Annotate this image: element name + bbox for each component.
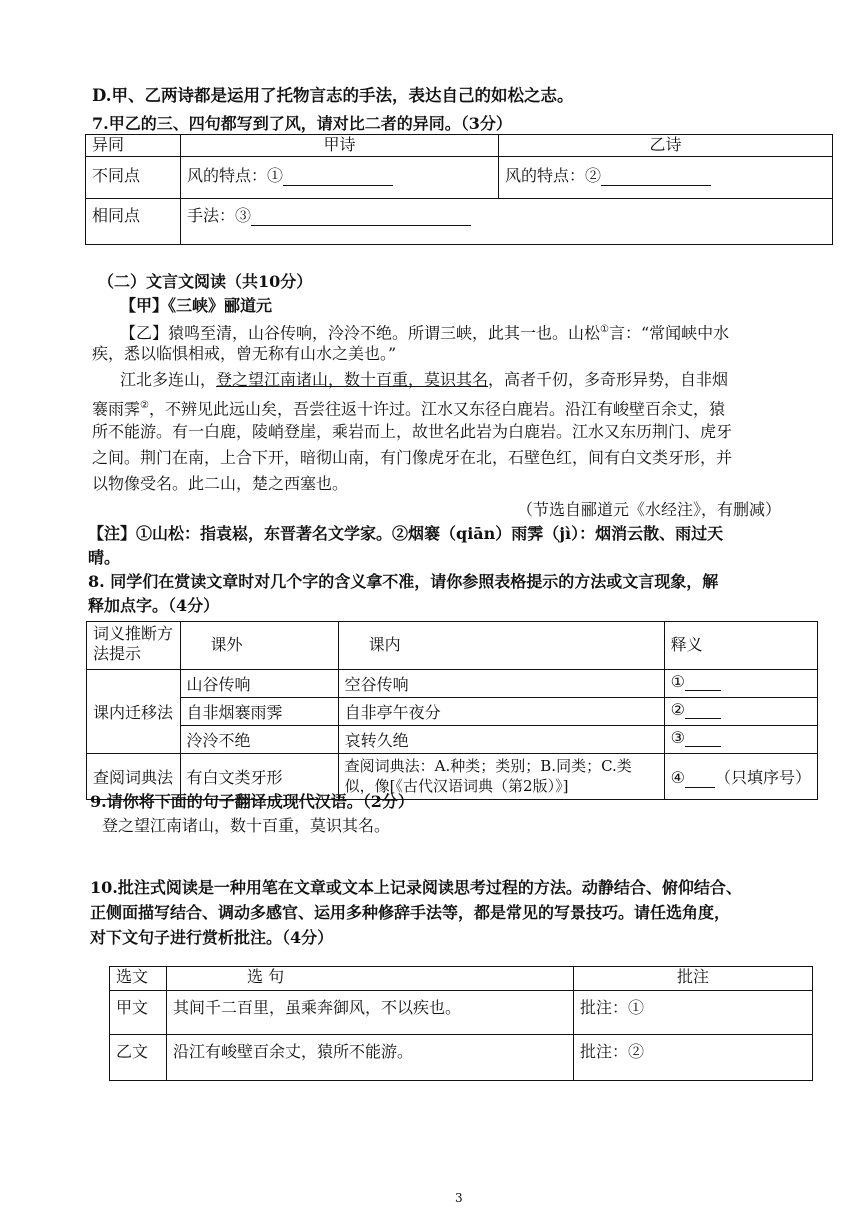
q7-table bbox=[85, 134, 833, 245]
q10-prompt-line2: 正侧面描写结合、调动多感官、运用多种修辞手法等，都是常见的写景技巧。请任选角度， bbox=[90, 903, 731, 922]
q7-row1-label: 不同点 bbox=[86, 157, 181, 199]
passage-yi-text: 【乙】猿鸣至清，山谷传响，泠泠不绝。所谓三峡，此其一也。山松 bbox=[120, 323, 601, 343]
passage-yi-text: ，高者千仞，多奇形异势，自非烟 bbox=[488, 370, 729, 389]
passage-source: （节选自郦道元《水经注》，有删减） bbox=[517, 500, 782, 519]
q7-header-a: 甲诗 bbox=[181, 135, 499, 157]
q8-row4-ans-label: ④ bbox=[670, 768, 685, 787]
q8-row2-ans-label: ② bbox=[670, 700, 685, 719]
passage-yi-line3 bbox=[120, 370, 728, 390]
q10-row1-src: 甲文 bbox=[110, 991, 167, 1035]
q10-table bbox=[109, 966, 813, 1081]
q7-row2-cell bbox=[181, 199, 833, 245]
passage-yi-text: 江北多连山， bbox=[120, 370, 217, 389]
q7-row1-a-label: 风的特点：① bbox=[187, 166, 284, 185]
q10-header-note: 批注 bbox=[574, 967, 813, 991]
q10-row2-note[interactable]: 批注：② bbox=[574, 1035, 813, 1081]
q8-row3-ans-label: ③ bbox=[670, 728, 685, 747]
passage-yi-text: 言：“常闻峡中水 bbox=[608, 323, 730, 343]
q10-header-sentence: 选 句 bbox=[167, 967, 574, 991]
q10-row1-sentence: 其间千二百里，虽乘奔御风，不以疾也。 bbox=[167, 991, 574, 1035]
q8-prompt-line2: 释加点字。（4分） bbox=[88, 596, 220, 615]
q8-row3-in: 哀转久绝 bbox=[338, 726, 664, 754]
q8-header-out: 课外 bbox=[180, 622, 338, 670]
answer-blank-q8-2[interactable] bbox=[685, 702, 721, 719]
passage-yi-line5: 所不能游。有一白鹿，陵峭登崖，乘岩而上，故世名此岩为白鹿岩。江水又东历荆门、虎牙 bbox=[92, 422, 733, 441]
passage-yi-line7: 以物像受名。此二山，楚之西塞也。 bbox=[92, 474, 349, 493]
answer-blank-q8-3[interactable] bbox=[685, 730, 721, 747]
q8-table bbox=[86, 621, 818, 800]
q7-row2-a-label: 手法：③ bbox=[187, 206, 252, 225]
q7-row1-a-cell bbox=[181, 157, 499, 199]
passage-yi-text: 褰雨霁 bbox=[92, 399, 141, 419]
q8-header-ans: 释义 bbox=[664, 622, 817, 670]
q7-prompt: 7.甲乙的三、四句都写到了风，请对比二者的异同。（3分） bbox=[92, 114, 512, 133]
q10-header-src: 选文 bbox=[110, 967, 167, 991]
q9-sentence: 登之望江南诸山，数十百重，莫识其名。 bbox=[102, 816, 391, 835]
q8-row2-in: 自非亭午夜分 bbox=[338, 698, 664, 726]
passage-yi-text: ，不辨见此远山矣，吾尝往返十许过。江水又东径白鹿岩。沿江有峻壁百余丈，猿 bbox=[148, 399, 725, 419]
q7-row1-b-cell bbox=[499, 157, 833, 199]
passage-yi-line4 bbox=[92, 396, 725, 419]
underlined-sentence: 登之望江南诸山，数十百重，莫识其名 bbox=[216, 370, 489, 389]
footnote-marker-2: ② bbox=[140, 400, 149, 411]
q8-row1-ans-cell bbox=[664, 670, 817, 698]
answer-blank-q8-4[interactable] bbox=[685, 771, 715, 788]
q7-row2-label: 相同点 bbox=[86, 199, 181, 245]
footnote-line1: 【注】①山松：指袁崧，东晋著名文学家。②烟褰（qiān）雨霁（jì）：烟消云散、雨过天 bbox=[88, 524, 724, 543]
q8-row2-out: 自非烟褰雨霁 bbox=[180, 698, 338, 726]
section2-title: （二）文言文阅读（共10分） bbox=[98, 272, 313, 291]
q10-prompt-line3: 对下文句子进行赏析批注。（4分） bbox=[90, 928, 334, 947]
q10-row2-src: 乙文 bbox=[110, 1035, 167, 1081]
answer-blank-2[interactable] bbox=[601, 169, 711, 186]
q7-header-b: 乙诗 bbox=[499, 135, 833, 157]
q8-row3-ans-cell bbox=[664, 726, 817, 754]
q10-row2-sentence: 沿江有峻壁百余丈，猿所不能游。 bbox=[167, 1035, 574, 1081]
q8-row3-out: 泠泠不绝 bbox=[180, 726, 338, 754]
q8-prompt-line1: 8. 同学们在赏读文章时对几个字的含义拿不准，请你参照表格提示的方法或文言现象，解 bbox=[88, 572, 719, 591]
q8-header-method: 词义推断方法提示 bbox=[87, 622, 181, 670]
q8-row1-in: 空谷传响 bbox=[338, 670, 664, 698]
q10-prompt-line1: 10.批注式阅读是一种用笔在文章或文本上记录阅读思考过程的方法。动静结合、俯仰结合、 bbox=[90, 878, 742, 897]
q8-row4-out: 有白文类牙形 bbox=[180, 754, 338, 800]
q8-row1-out: 山谷传响 bbox=[180, 670, 338, 698]
q8-row4-in: 查阅词典法：A.种类；类别；B.同类；C.类似，像[《古代汉语词典（第2版）》] bbox=[338, 754, 664, 800]
passage-yi-line6: 之间。荆门在南，上合下开，暗彻山南，有门像虎牙在北，石壁色红，间有白文类牙形，并 bbox=[92, 448, 733, 467]
footnote-marker-1: ① bbox=[600, 324, 609, 335]
q8-method-transfer: 课内迁移法 bbox=[87, 670, 181, 754]
answer-blank-3[interactable] bbox=[251, 209, 471, 226]
page-number: 3 bbox=[455, 1191, 463, 1205]
answer-blank-1[interactable] bbox=[283, 169, 393, 186]
q7-row1-b-label: 风的特点：② bbox=[505, 166, 602, 185]
q8-row4-ans-cell bbox=[664, 754, 817, 800]
q8-row4-ans-note: （只填序号） bbox=[714, 768, 811, 787]
q8-method-dictionary: 查阅词典法 bbox=[87, 754, 181, 800]
passage-yi-line1 bbox=[120, 320, 729, 343]
q8-header-in: 课内 bbox=[338, 622, 664, 670]
q8-row1-ans-label: ① bbox=[670, 672, 685, 691]
q7-header-diff: 异同 bbox=[86, 135, 181, 157]
answer-blank-q8-1[interactable] bbox=[685, 674, 721, 691]
footnote-line2: 晴。 bbox=[88, 548, 121, 567]
passage-jia-title: 【甲】《三峡》郦道元 bbox=[120, 296, 273, 315]
q6-option-d: D.甲、乙两诗都是运用了托物言志的手法，表达自己的如松之志。 bbox=[92, 86, 574, 105]
passage-yi-line2: 疾，悉以临惧相戒，曾无称有山水之美也。” bbox=[92, 344, 397, 363]
q9-prompt: 9.请你将下面的句子翻译成现代汉语。（2分） bbox=[90, 792, 414, 811]
q10-row1-note[interactable]: 批注：① bbox=[574, 991, 813, 1035]
q8-row2-ans-cell bbox=[664, 698, 817, 726]
